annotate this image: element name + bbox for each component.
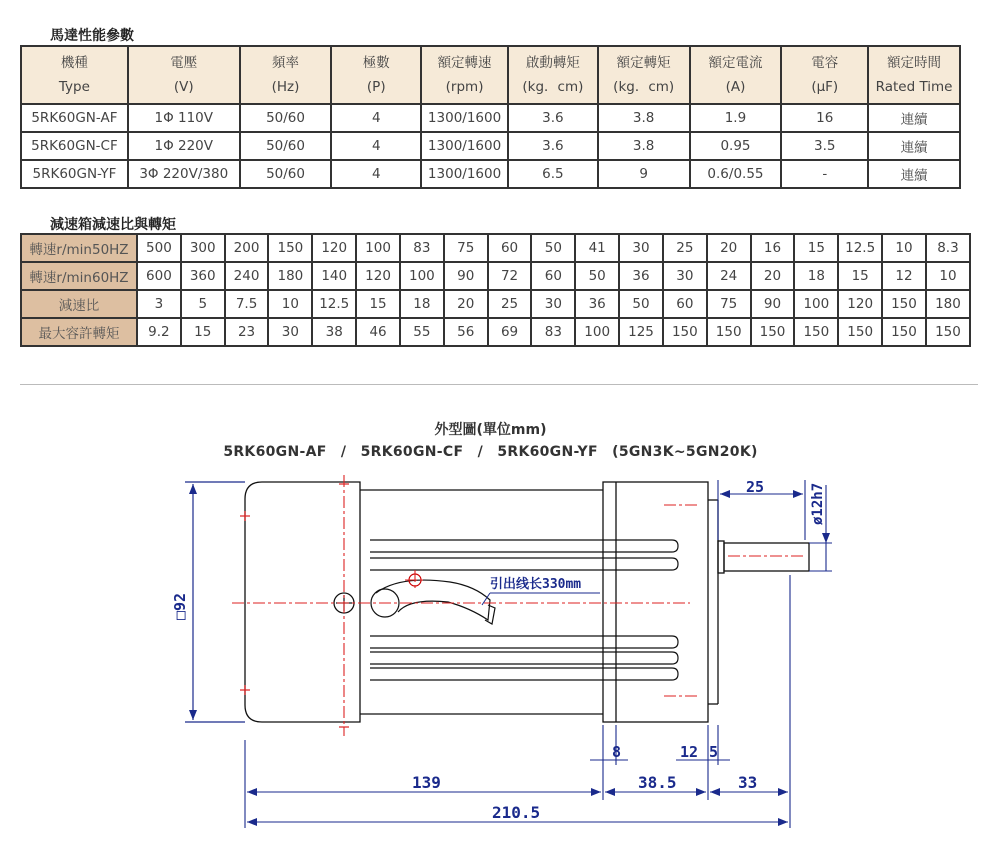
ratio-cell: 100: [575, 318, 619, 346]
spec-header-line2: (A): [725, 79, 746, 95]
spec-header-line1: 額定轉矩: [616, 55, 671, 71]
spec-cell: 3.8: [598, 132, 690, 160]
ratio-cell: 36: [619, 262, 663, 290]
ratio-cell: 36: [575, 290, 619, 318]
ratio-cell: 150: [707, 318, 751, 346]
ratio-cell: 12.5: [312, 290, 356, 318]
ratio-cell: 3: [137, 290, 181, 318]
spec-cell: 4: [331, 132, 421, 160]
ratio-cell: 90: [751, 290, 795, 318]
spec-cell: 1Φ 110V: [128, 104, 240, 132]
ratio-row-label: 最大容許轉矩: [21, 318, 137, 346]
spec-cell: 4: [331, 160, 421, 188]
ratio-cell: 50: [619, 290, 663, 318]
spec-cell: 50/60: [240, 160, 332, 188]
lead-wire: [371, 580, 495, 624]
dim-shaft-length: 25: [746, 478, 765, 496]
spec-cell: -: [781, 160, 868, 188]
spec-header-line1: 額定轉速: [437, 55, 492, 71]
ratio-cell: 20: [444, 290, 488, 318]
spec-row: [21, 132, 960, 160]
spec-header-line2: Rated Time: [875, 79, 953, 95]
reduction-title: 減速箱減速比與轉矩: [50, 217, 176, 233]
dim-210-5: 210.5: [492, 803, 541, 822]
ratio-cell: 120: [356, 262, 400, 290]
ratio-cell: 150: [882, 290, 926, 318]
ratio-cell: 15: [356, 290, 400, 318]
dim-square: □92: [171, 592, 189, 620]
cooling-fins: [370, 540, 678, 680]
ratio-cell: 240: [225, 262, 269, 290]
ratio-cell: 18: [794, 262, 838, 290]
ratio-cell: 50: [531, 234, 575, 262]
spec-header-line1: 額定時間: [887, 55, 942, 71]
ratio-cell: 8.3: [926, 234, 970, 262]
spec-header-line2: (P): [366, 79, 386, 95]
spec-header-line2: Type: [58, 79, 90, 95]
ratio-cell: 9.2: [137, 318, 181, 346]
ratio-row: [21, 262, 970, 290]
spec-cell: 1300/1600: [421, 132, 508, 160]
ratio-cell: 100: [400, 262, 444, 290]
ratio-cell: 50: [575, 262, 619, 290]
ratio-cell: 500: [137, 234, 181, 262]
spec-header-line2: (kg．cm): [522, 79, 584, 95]
ratio-row-label: 轉速r/min50HZ: [21, 234, 137, 262]
ratio-cell: 125: [619, 318, 663, 346]
ratio-cell: 18: [400, 290, 444, 318]
drawing-models: 5RK60GN-AF / 5RK60GN-CF / 5RK60GN-YF (5GN3K~5GN20K): [223, 444, 758, 460]
dim-33: 33: [738, 773, 758, 792]
ratio-cell: 140: [312, 262, 356, 290]
ratio-cell: 20: [751, 262, 795, 290]
ratio-cell: 38: [312, 318, 356, 346]
spec-cell: 連續: [868, 160, 960, 188]
spec-cell: 5RK60GN-AF: [21, 104, 128, 132]
spec-cell: 連續: [868, 132, 960, 160]
spec-row: [21, 104, 960, 132]
spec-header-line2: (μF): [811, 79, 839, 95]
dim-lead-wire: 引出线长330mm: [490, 577, 582, 592]
ratio-row: [21, 318, 970, 346]
ratio-cell: 150: [663, 318, 707, 346]
ratio-cell: 150: [268, 234, 312, 262]
spec-cell: 3.8: [598, 104, 690, 132]
spec-cell: 3.6: [508, 132, 598, 160]
spec-header-line2: (kg．cm): [613, 79, 675, 95]
spec-header-cell: [128, 46, 240, 104]
ratio-cell: 200: [225, 234, 269, 262]
ratio-cell: 75: [444, 234, 488, 262]
ratio-cell: 12.5: [838, 234, 882, 262]
spec-cell: 50/60: [240, 104, 332, 132]
ratio-cell: 30: [531, 290, 575, 318]
ratio-cell: 60: [663, 290, 707, 318]
ratio-cell: 120: [312, 234, 356, 262]
motor-body: [245, 482, 809, 722]
ratio-row-label: 轉速r/min60HZ: [21, 262, 137, 290]
ratio-cell: 30: [268, 318, 312, 346]
spec-header-cell: [240, 46, 332, 104]
spec-header-line1: 頻率: [272, 55, 300, 71]
ratio-cell: 150: [882, 318, 926, 346]
spec-cell: 16: [781, 104, 868, 132]
ratio-cell: 150: [926, 318, 970, 346]
dim-8: 8: [612, 743, 622, 761]
spec-cell: 5RK60GN-YF: [21, 160, 128, 188]
spec-cell: 1.9: [690, 104, 782, 132]
spec-cell: 1Φ 220V: [128, 132, 240, 160]
spec-header-line1: 額定電流: [708, 55, 763, 71]
ratio-cell: 25: [488, 290, 532, 318]
spec-header-line1: 啟動轉矩: [525, 55, 580, 71]
spec-cell: 1300/1600: [421, 160, 508, 188]
spec-header-line2: (Hz): [271, 79, 300, 95]
dim-139: 139: [412, 773, 441, 792]
motor-outline-drawing: [0, 460, 981, 850]
performance-table: [20, 45, 961, 189]
ratio-cell: 5: [181, 290, 225, 318]
ratio-cell: 600: [137, 262, 181, 290]
ratio-cell: 20: [707, 234, 751, 262]
ratio-row-label: 減速比: [21, 290, 137, 318]
reduction-table: [20, 233, 971, 347]
ratio-cell: 120: [838, 290, 882, 318]
dim-shaft-diameter: ø12h7: [810, 482, 826, 525]
ratio-cell: 24: [707, 262, 751, 290]
ratio-cell: 100: [356, 234, 400, 262]
dim-5: 5: [709, 743, 719, 761]
ratio-cell: 300: [181, 234, 225, 262]
spec-cell: 0.6/0.55: [690, 160, 782, 188]
ratio-cell: 12: [882, 262, 926, 290]
ratio-cell: 10: [268, 290, 312, 318]
spec-header-line1: 電容: [811, 55, 839, 71]
ratio-cell: 100: [794, 290, 838, 318]
ratio-cell: 83: [531, 318, 575, 346]
spec-header-cell: [21, 46, 128, 104]
ratio-cell: 56: [444, 318, 488, 346]
ratio-cell: 30: [619, 234, 663, 262]
performance-title: 馬達性能參數: [50, 28, 134, 44]
spec-cell: 4: [331, 104, 421, 132]
ratio-cell: 360: [181, 262, 225, 290]
height-dimension-lines: [185, 482, 245, 722]
ratio-cell: 23: [225, 318, 269, 346]
spec-cell: 3.6: [508, 104, 598, 132]
ratio-cell: 83: [400, 234, 444, 262]
ratio-cell: 25: [663, 234, 707, 262]
ratio-cell: 150: [838, 318, 882, 346]
spec-cell: 3.5: [781, 132, 868, 160]
ratio-cell: 41: [575, 234, 619, 262]
spec-cell: 1300/1600: [421, 104, 508, 132]
ratio-cell: 16: [751, 234, 795, 262]
spec-header-cell: [421, 46, 508, 104]
spec-header-line1: 電壓: [170, 55, 198, 71]
spec-header-line2: (V): [173, 79, 194, 95]
ratio-cell: 72: [488, 262, 532, 290]
ratio-cell: 180: [926, 290, 970, 318]
ratio-cell: 69: [488, 318, 532, 346]
ratio-cell: 150: [751, 318, 795, 346]
spec-header-line1: 極數: [362, 55, 390, 71]
spec-header-line1: 機種: [60, 55, 88, 71]
ratio-cell: 150: [794, 318, 838, 346]
ratio-cell: 15: [181, 318, 225, 346]
dim-12: 12: [680, 743, 699, 761]
spec-header-cell: [868, 46, 960, 104]
mount-hole-marks: [240, 484, 349, 727]
spec-cell: 3Φ 220V/380: [128, 160, 240, 188]
spec-header-cell: [508, 46, 598, 104]
spec-header-cell: [690, 46, 782, 104]
dim-38-5: 38.5: [638, 773, 677, 792]
spec-cell: 5RK60GN-CF: [21, 132, 128, 160]
ratio-cell: 75: [707, 290, 751, 318]
ratio-cell: 55: [400, 318, 444, 346]
ratio-cell: 15: [838, 262, 882, 290]
spec-cell: 連續: [868, 104, 960, 132]
ratio-cell: 7.5: [225, 290, 269, 318]
spec-header-line2: (rpm): [445, 79, 484, 95]
spec-cell: 9: [598, 160, 690, 188]
ratio-cell: 60: [488, 234, 532, 262]
ratio-cell: 10: [882, 234, 926, 262]
ratio-cell: 46: [356, 318, 400, 346]
spec-cell: 50/60: [240, 132, 332, 160]
center-lines: [232, 475, 805, 736]
section-divider: [20, 384, 978, 385]
spec-header-cell: [781, 46, 868, 104]
spec-header-cell: [598, 46, 690, 104]
spec-row: [21, 160, 960, 188]
ratio-cell: 15: [794, 234, 838, 262]
ratio-row: [21, 290, 970, 318]
ratio-cell: 30: [663, 262, 707, 290]
spec-header-cell: [331, 46, 421, 104]
ratio-cell: 10: [926, 262, 970, 290]
ratio-cell: 180: [268, 262, 312, 290]
spec-cell: 0.95: [690, 132, 782, 160]
ratio-row: [21, 234, 970, 262]
ratio-cell: 90: [444, 262, 488, 290]
drawing-title: 外型圖(單位mm): [434, 422, 547, 438]
spec-cell: 6.5: [508, 160, 598, 188]
ratio-cell: 60: [531, 262, 575, 290]
